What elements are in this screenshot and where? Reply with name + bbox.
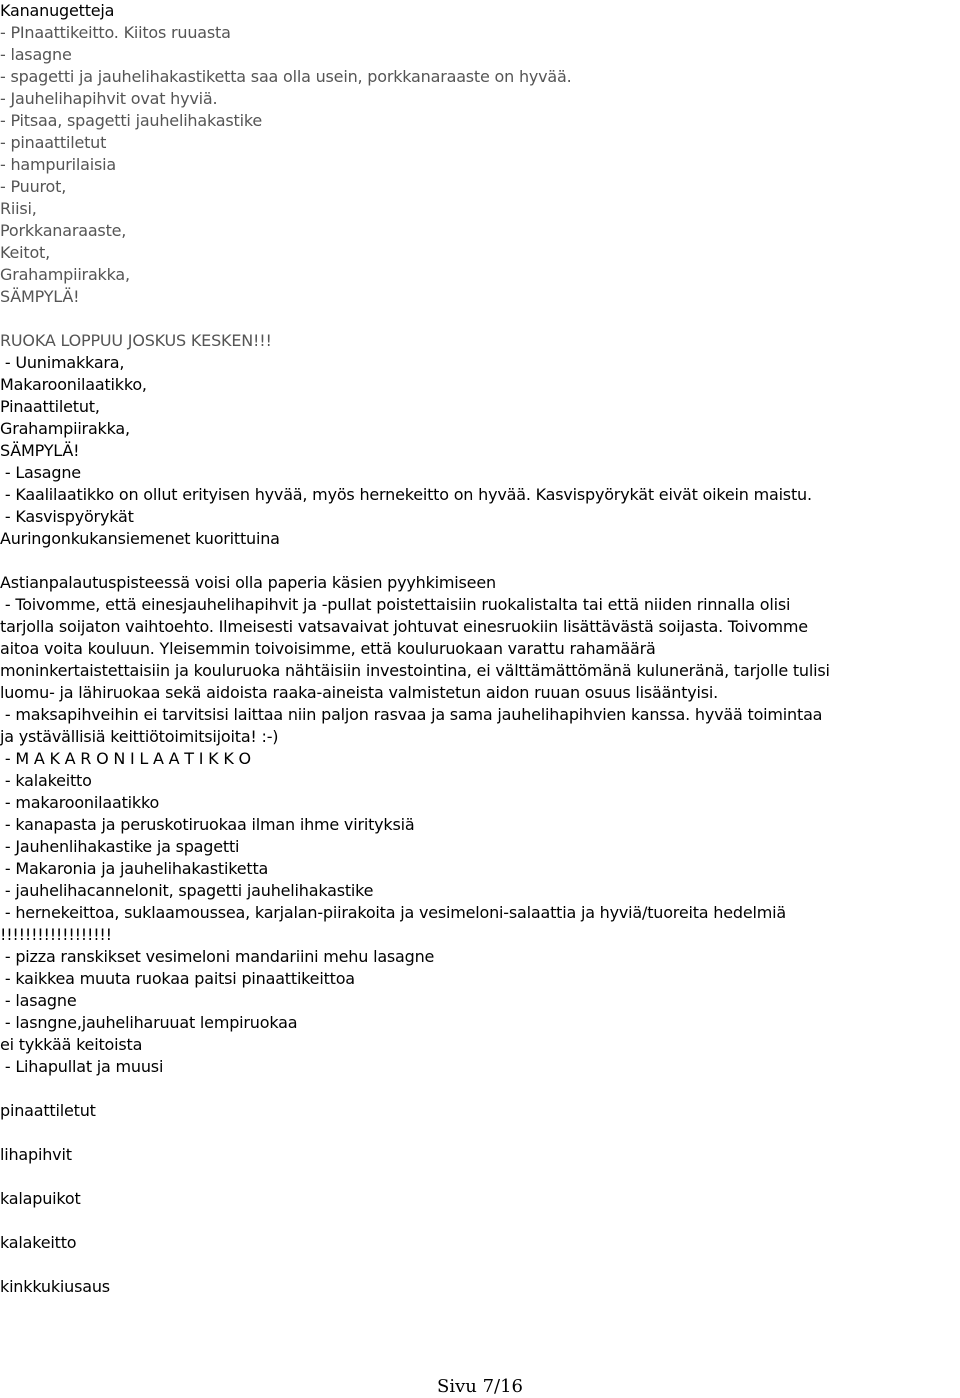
text-line: kalakeitto <box>0 1233 77 1252</box>
text-line: ei tykkää keitoista <box>0 1035 143 1054</box>
text-line: Kananugetteja <box>0 1 115 20</box>
text-line: Astianpalautuspisteessä voisi olla paperia käsien pyyhkimiseen <box>0 573 496 592</box>
text-line: Pinaattiletut, <box>0 397 100 416</box>
text-line: - Lasagne <box>0 463 81 482</box>
text-line: - Kasvispyörykät <box>0 507 134 526</box>
text-line: RUOKA LOPPUU JOSKUS KESKEN!!! <box>0 331 272 350</box>
text-line: - PInaattikeitto. Kiitos ruuasta <box>0 23 231 42</box>
text-line: pinaattiletut <box>0 1101 96 1120</box>
text-line: - pinaattiletut <box>0 133 107 152</box>
text-line: - kalakeitto <box>0 771 92 790</box>
text-line: Grahampiirakka, <box>0 419 130 438</box>
text-line: - pizza ranskikset vesimeloni mandariini mehu lasagne <box>0 947 435 966</box>
text-line: Porkkanaraaste, <box>0 221 127 240</box>
text-line: - M A K A R O N I L A A T I K K O <box>0 749 251 768</box>
text-line: ja ystävällisiä keittiötoimitsijoita! :-) <box>0 727 279 746</box>
text-line: Makaroonilaatikko, <box>0 375 147 394</box>
text-line: kalapuikot <box>0 1189 81 1208</box>
blank-line <box>0 550 958 572</box>
blank-line <box>0 1078 958 1100</box>
text-line: - jauhelihacannelonit, spagetti jauhelihakastike <box>0 881 374 900</box>
text-line: Riisi, <box>0 199 37 218</box>
blank-line <box>0 1166 958 1188</box>
text-line: - Makaronia ja jauhelihakastiketta <box>0 859 269 878</box>
text-line: - kaikkea muuta ruokaa paitsi pinaattikeittoa <box>0 969 355 988</box>
text-line: Grahampiirakka, <box>0 265 130 284</box>
text-line: lihapihvit <box>0 1145 72 1164</box>
text-line: - Jauhelihapihvit ovat hyviä. <box>0 89 218 108</box>
text-line: aitoa voita kouluun. Yleisemmin toivoisimme, että kouluruokaan varattu rahamäärä <box>0 639 656 658</box>
text-line: Keitot, <box>0 243 51 262</box>
text-line: luomu- ja lähiruokaa sekä aidoista raaka-aineista valmistetun aidon ruuan osuus lisääntyisi. <box>0 683 719 702</box>
text-line: - Toivomme, että einesjauhelihapihvit ja -pullat poistettaisiin ruokalistalta tai että niiden rinnalla olisi <box>0 595 791 614</box>
text-line: - hampurilaisia <box>0 155 116 174</box>
text-line: kinkkukiusaus <box>0 1277 110 1296</box>
text-line: - Puurot, <box>0 177 67 196</box>
text-line: - kanapasta ja peruskotiruokaa ilman ihme virityksiä <box>0 815 415 834</box>
text-line: - Jauhenlihakastike ja spagetti <box>0 837 240 856</box>
text-line: - Kaalilaatikko on ollut erityisen hyvää, myös hernekeitto on hyvää. Kasvispyörykät eivät oikein maistu. <box>0 485 812 504</box>
text-line: - Lihapullat ja muusi <box>0 1057 164 1076</box>
text-line: !!!!!!!!!!!!!!!!!! <box>0 925 112 944</box>
blank-line <box>0 1254 958 1276</box>
text-line: tarjolla soijaton vaihtoehto. Ilmeisesti vatsavaivat johtuvat einesruokiin lisättävästä soijasta. Toivomme <box>0 617 808 636</box>
blank-line <box>0 308 958 330</box>
text-line: - hernekeittoa, suklaamoussea, karjalan-piirakoita ja vesimeloni-salaattia ja hyviä/tuoreita hedelmiä <box>0 903 786 922</box>
text-line: moninkertaistettaisiin ja kouluruoka nähtäisiin investointina, ei välttämättömänä kuluneränä, tarjolle tulisi <box>0 661 830 680</box>
text-line: - lasagne <box>0 991 77 1010</box>
text-line: - makaroonilaatikko <box>0 793 160 812</box>
text-line: Auringonkukansiemenet kuorittuina <box>0 529 280 548</box>
text-line: SÄMPYLÄ! <box>0 441 80 460</box>
text-line: - lasngne,jauheliharuuat lempiruokaa <box>0 1013 298 1032</box>
blank-line <box>0 1122 958 1144</box>
page-number: Sivu 7/16 <box>437 1376 523 1397</box>
text-line: - Uunimakkara, <box>0 353 125 372</box>
text-line: SÄMPYLÄ! <box>0 287 80 306</box>
text-line: - maksapihveihin ei tarvitsisi laittaa niin paljon rasvaa ja sama jauhelihapihvien kanssa. hyvää toimintaa <box>0 705 823 724</box>
text-line: - spagetti ja jauhelihakastiketta saa olla usein, porkkanaraaste on hyvää. <box>0 67 572 86</box>
text-line: - Pitsaa, spagetti jauhelihakastike <box>0 111 262 130</box>
blank-line <box>0 1210 958 1232</box>
text-line: - lasagne <box>0 45 72 64</box>
